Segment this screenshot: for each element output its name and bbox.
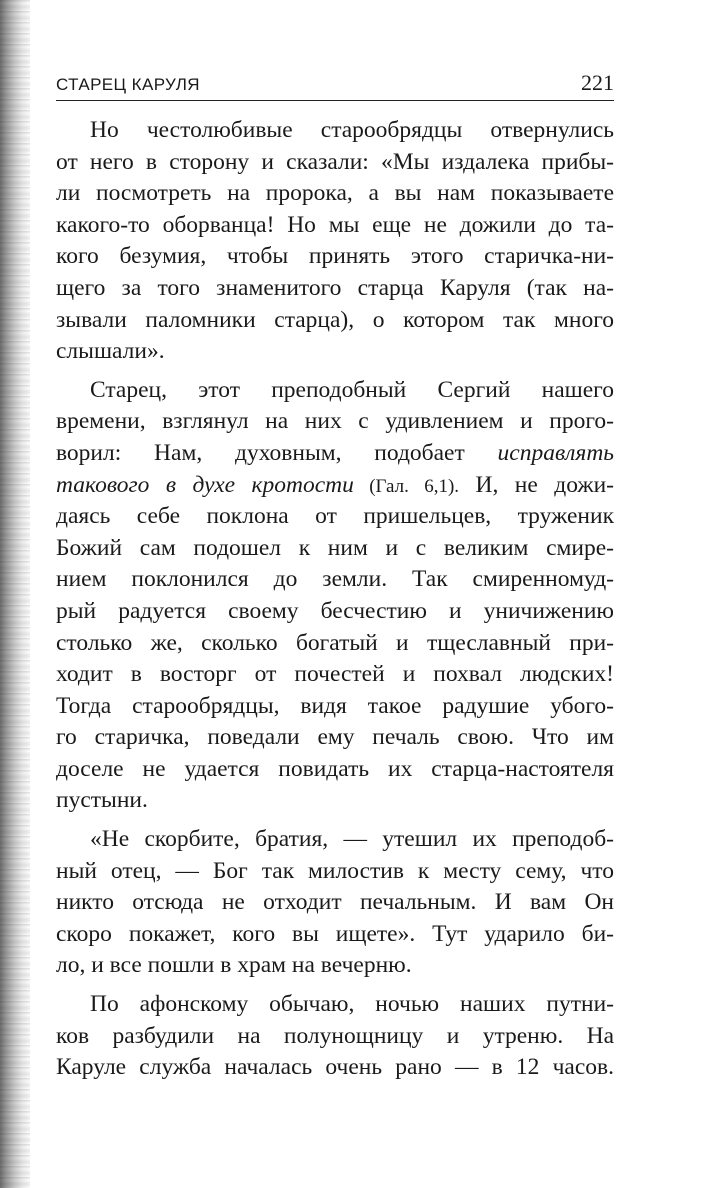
italic-quote: исправлять bbox=[497, 439, 614, 466]
text-run: ворил: Нам, духовным, подобает bbox=[56, 439, 498, 466]
text-line: зывали паломники старца), о котором так много bbox=[56, 306, 614, 333]
text-line bbox=[56, 438, 614, 470]
paragraph bbox=[56, 115, 614, 368]
text-line: времени, взглянул на них с удивлением и прого- bbox=[56, 408, 614, 435]
text-line: кого безумия, чтобы принять этого старичка-ни- bbox=[56, 243, 614, 270]
book-spine-shadow bbox=[0, 0, 30, 1188]
text-line: «Не скорбите, братия, — утешил их преподоб- bbox=[90, 826, 614, 853]
text-line: Божий сам подошел к ним и с великим смире- bbox=[56, 534, 614, 561]
text-line bbox=[56, 470, 614, 502]
scripture-reference: (Гал. 6,1). bbox=[353, 475, 460, 497]
text-line: Каруле служба началась очень рано — в 12 часов. bbox=[56, 1054, 614, 1081]
text-line: ло, и все пошли в храм на вечерню. bbox=[56, 952, 412, 979]
body-text bbox=[56, 115, 614, 1091]
text-line: доселе не удается повидать их старца-настоятеля bbox=[56, 755, 614, 782]
italic-quote: такового в духе кротости bbox=[56, 471, 354, 498]
text-line: скоро покажет, кого вы ищете». Тут ударило би- bbox=[56, 920, 614, 947]
text-line: слышали». bbox=[56, 338, 165, 365]
text-line: ходит в восторг от почестей и похвал людских! bbox=[56, 661, 614, 688]
text-run: И, не дожи- bbox=[459, 471, 615, 498]
text-line: никто отсюда не отходит печальным. И вам Он bbox=[56, 889, 614, 916]
text-line: пустыни. bbox=[56, 787, 148, 814]
paragraph bbox=[56, 989, 614, 1084]
text-line: ли посмотреть на пророка, а вы нам показываете bbox=[56, 180, 614, 207]
text-line: ков разбудили на полунощницу и утреню. На bbox=[56, 1022, 614, 1049]
paragraph bbox=[56, 375, 614, 817]
text-line: щего за того знаменитого старца Каруля (так на- bbox=[56, 274, 614, 301]
text-line: ный отец, — Бог так милостив к месту сему, что bbox=[56, 857, 614, 884]
text-line: от него в сторону и сказали: «Мы издалека прибы- bbox=[56, 148, 614, 175]
running-head bbox=[56, 70, 614, 101]
text-line: рый радуется своему бесчестию и уничижению bbox=[56, 597, 614, 624]
text-line: По афонскому обычаю, ночью наших путни- bbox=[90, 991, 614, 1018]
text-line: нием поклонился до земли. Так смиренномуд- bbox=[56, 566, 614, 593]
page-number: 221 bbox=[581, 70, 614, 95]
text-line: Старец, этот преподобный Сергий нашего bbox=[90, 376, 614, 403]
text-line: го старичка, поведали ему печаль свою. Что им bbox=[56, 724, 614, 751]
text-line: Но честолюбивые старообрядцы отвернулись bbox=[90, 117, 614, 143]
text-line: Тогда старообрядцы, видя такое радушие убого- bbox=[56, 692, 614, 719]
text-line: столько же, сколько богатый и тщеславный при- bbox=[56, 629, 614, 656]
paragraph bbox=[56, 824, 614, 982]
text-line: даясь себе поклона от пришельцев, труженик bbox=[56, 503, 614, 530]
running-title: СТАРЕЦ КАРУЛЯ bbox=[56, 75, 200, 94]
text-line: какого-то оборванца! Но мы еще не дожили до та- bbox=[56, 211, 614, 238]
